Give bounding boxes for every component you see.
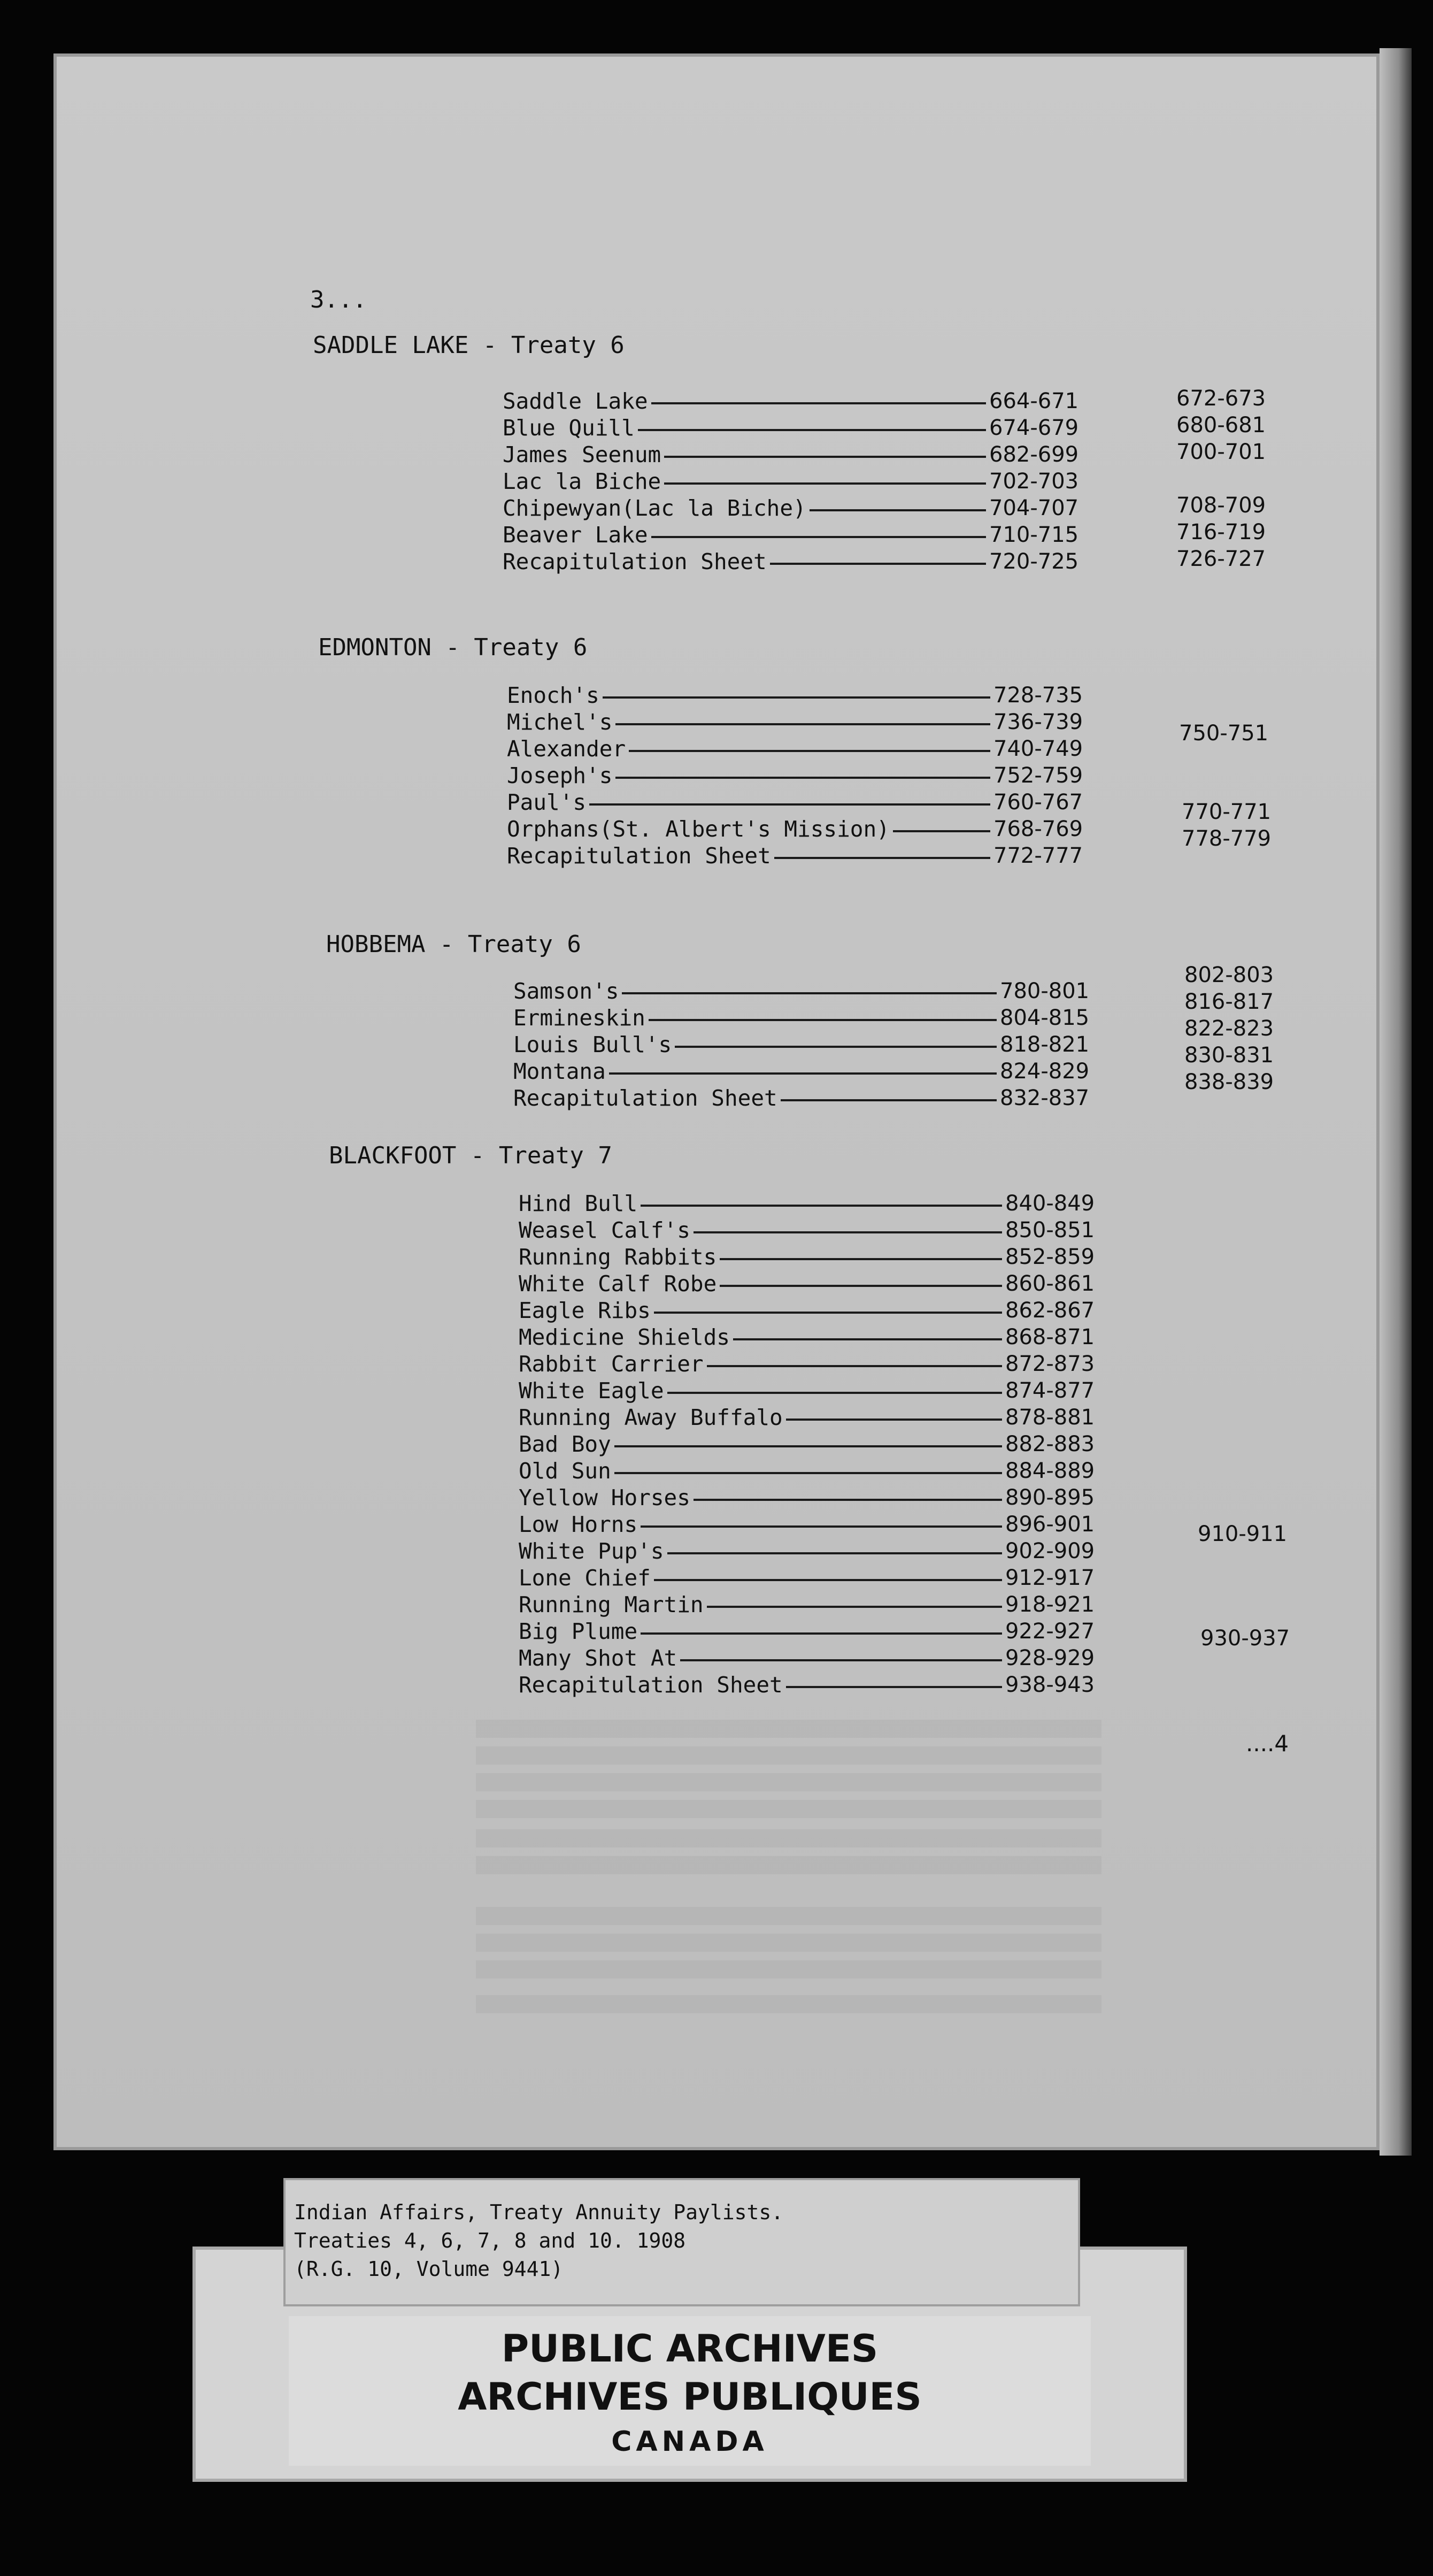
dot-leader xyxy=(638,429,986,431)
section-heading: BLACKFOOT - Treaty 7 xyxy=(329,1142,612,1169)
entry-name: Running Rabbits xyxy=(519,1244,717,1270)
dot-leader xyxy=(609,1072,997,1075)
page-range: 818-821 xyxy=(1000,1032,1090,1057)
entry-name: Weasel Calf's xyxy=(519,1217,690,1243)
page-range: 902-909 xyxy=(1005,1539,1095,1563)
page-range: 922-927 xyxy=(1005,1619,1095,1644)
dot-leader xyxy=(651,536,986,538)
dot-leader xyxy=(786,1686,1002,1688)
entry-name: Yellow Horses xyxy=(519,1485,690,1511)
secondary-page-range: 672-673 xyxy=(1176,386,1266,411)
dot-leader xyxy=(615,723,990,725)
list-item xyxy=(503,522,1118,548)
dot-leader xyxy=(720,1258,1002,1260)
list-item xyxy=(519,1351,1134,1377)
entry-name: Samson's xyxy=(513,978,619,1004)
dot-leader xyxy=(651,402,986,404)
page-edge-shadow xyxy=(1380,48,1412,2156)
entry-name: Low Horns xyxy=(519,1512,638,1537)
entry-name: Hind Bull xyxy=(519,1191,638,1216)
list-item xyxy=(519,1190,1134,1217)
list-item xyxy=(513,1085,1128,1111)
entry-name: Recapitulation Sheet xyxy=(503,549,767,574)
section-heading: HOBBEMA - Treaty 6 xyxy=(326,931,581,958)
dot-leader xyxy=(786,1419,1002,1421)
dot-leader xyxy=(810,509,986,511)
page-number: 3... xyxy=(310,286,367,313)
secondary-page-range: 816-817 xyxy=(1184,990,1274,1014)
dot-leader xyxy=(641,1205,1002,1207)
list-item xyxy=(519,1217,1134,1244)
dot-leader xyxy=(733,1338,1002,1340)
page-range: 896-901 xyxy=(1005,1512,1095,1537)
list-item xyxy=(503,415,1118,441)
list-item xyxy=(519,1297,1134,1324)
bleed-through-mark xyxy=(476,1856,1101,1874)
page-range: 704-707 xyxy=(989,496,1079,520)
secondary-page-range: 830-831 xyxy=(1184,1043,1274,1068)
page-range: 674-679 xyxy=(989,416,1079,440)
list-item xyxy=(507,816,1122,842)
list-item xyxy=(507,709,1122,735)
entry-name: Bad Boy xyxy=(519,1431,611,1457)
list-item xyxy=(503,548,1118,575)
entry-name: Recapitulation Sheet xyxy=(513,1085,777,1111)
list-item xyxy=(507,842,1122,869)
entry-name: Ermineskin xyxy=(513,1005,645,1031)
entry-name: Lone Chief xyxy=(519,1565,651,1591)
continued-marker: ....4 xyxy=(1246,1730,1289,1757)
page-range: 882-883 xyxy=(1005,1432,1095,1456)
entry-name: Orphans(St. Albert's Mission) xyxy=(507,816,890,842)
entry-name: Recapitulation Sheet xyxy=(507,843,771,869)
page-range: 772-777 xyxy=(993,844,1083,868)
dot-leader xyxy=(615,777,990,779)
section-heading: EDMONTON - Treaty 6 xyxy=(318,634,588,661)
list-item xyxy=(513,1058,1128,1085)
dot-leader xyxy=(654,1579,1002,1581)
archive-stamp-line-1: PUBLIC ARCHIVES xyxy=(501,2327,879,2371)
page-range: 740-749 xyxy=(993,737,1083,761)
list-item xyxy=(519,1458,1134,1484)
dot-leader xyxy=(614,1445,1002,1447)
entry-name: Eagle Ribs xyxy=(519,1298,651,1323)
dot-leader xyxy=(667,1552,1002,1554)
dot-leader xyxy=(664,456,986,458)
archive-stamp-line-3: CANADA xyxy=(611,2426,768,2458)
bleed-through-mark xyxy=(476,1829,1101,1847)
list-item xyxy=(507,789,1122,816)
archive-card-inner xyxy=(289,2316,1091,2466)
page-range: 702-703 xyxy=(989,469,1079,494)
page-range: 824-829 xyxy=(1000,1059,1090,1084)
secondary-page-range: 726-727 xyxy=(1176,547,1266,571)
entry-name: White Pup's xyxy=(519,1538,664,1564)
entry-name: Recapitulation Sheet xyxy=(519,1672,783,1698)
list-item xyxy=(519,1244,1134,1270)
secondary-page-range: 680-681 xyxy=(1176,413,1266,438)
page-range: 860-861 xyxy=(1005,1271,1095,1296)
dot-leader xyxy=(694,1499,1002,1501)
entry-name: James Seenum xyxy=(503,442,661,467)
page-range: 804-815 xyxy=(1000,1006,1090,1030)
page-range: 874-877 xyxy=(1005,1378,1095,1403)
bleed-through-mark xyxy=(476,1960,1101,1979)
dot-leader xyxy=(614,1472,1002,1474)
dot-leader xyxy=(770,563,986,565)
dot-leader xyxy=(641,1525,1002,1528)
list-item xyxy=(503,388,1118,415)
dot-leader xyxy=(654,1312,1002,1314)
page-range: 728-735 xyxy=(993,683,1083,708)
entry-name: Big Plume xyxy=(519,1619,638,1644)
entry-name: Montana xyxy=(513,1059,606,1084)
secondary-page-range: 910-911 xyxy=(1198,1522,1288,1546)
secondary-page-range: 700-701 xyxy=(1176,440,1266,464)
dot-leader xyxy=(720,1285,1002,1287)
list-item xyxy=(507,682,1122,709)
secondary-page-range: 802-803 xyxy=(1184,963,1274,987)
list-item xyxy=(519,1672,1134,1698)
label-line-1: Indian Affairs, Treaty Annuity Paylists. xyxy=(294,2201,784,2224)
entry-name: Many Shot At xyxy=(519,1645,677,1671)
page-range: 832-837 xyxy=(1000,1086,1090,1110)
secondary-page-range: 708-709 xyxy=(1176,493,1266,518)
secondary-page-range: 930-937 xyxy=(1200,1626,1290,1651)
page-range: 736-739 xyxy=(993,710,1083,734)
page-range: 912-917 xyxy=(1005,1566,1095,1590)
list-item xyxy=(513,1005,1128,1031)
page-range: 850-851 xyxy=(1005,1218,1095,1243)
entry-name: Alexander xyxy=(507,736,626,762)
dot-leader xyxy=(622,992,997,994)
page-range: 768-769 xyxy=(993,817,1083,841)
bleed-through-mark xyxy=(476,1720,1101,1738)
list-item xyxy=(519,1591,1134,1618)
dot-leader xyxy=(603,696,990,699)
dot-leader xyxy=(649,1019,997,1021)
list-item xyxy=(519,1270,1134,1297)
page-range: 938-943 xyxy=(1005,1673,1095,1697)
page-range: 868-871 xyxy=(1005,1325,1095,1350)
entry-name: Old Sun xyxy=(519,1458,611,1484)
entry-name: Medicine Shields xyxy=(519,1324,730,1350)
bleed-through-mark xyxy=(476,1773,1101,1791)
page-range: 682-699 xyxy=(989,442,1079,467)
entry-name: Running Away Buffalo xyxy=(519,1405,783,1430)
entry-name: Beaver Lake xyxy=(503,522,648,548)
list-item xyxy=(519,1404,1134,1431)
dot-leader xyxy=(675,1046,997,1048)
bleed-through-mark xyxy=(476,1995,1101,2013)
list-item xyxy=(519,1538,1134,1565)
entry-name: Paul's xyxy=(507,789,587,815)
archive-label xyxy=(283,2178,1080,2306)
page-range: 852-859 xyxy=(1005,1245,1095,1269)
list-item xyxy=(507,762,1122,789)
list-item xyxy=(513,978,1128,1005)
page-range: 720-725 xyxy=(989,549,1079,574)
entry-name: Louis Bull's xyxy=(513,1032,672,1057)
label-line-2: Treaties 4, 6, 7, 8 and 10. 1908 xyxy=(294,2229,686,2252)
secondary-page-range: 770-771 xyxy=(1182,800,1272,824)
section-heading: SADDLE LAKE - Treaty 6 xyxy=(313,332,625,359)
entry-name: Chipewyan(Lac la Biche) xyxy=(503,495,806,521)
list-item xyxy=(519,1618,1134,1645)
dot-leader xyxy=(589,803,990,806)
dot-leader xyxy=(641,1632,1002,1635)
entry-name: White Calf Robe xyxy=(519,1271,717,1297)
list-item xyxy=(519,1484,1134,1511)
page-range: 752-759 xyxy=(993,763,1083,788)
dot-leader xyxy=(707,1606,1002,1608)
page-range: 928-929 xyxy=(1005,1646,1095,1670)
dot-leader xyxy=(629,750,990,752)
dot-leader xyxy=(781,1099,997,1101)
entry-name: Enoch's xyxy=(507,683,599,708)
secondary-page-range: 750-751 xyxy=(1179,721,1269,746)
list-item xyxy=(519,1431,1134,1458)
list-item xyxy=(519,1324,1134,1351)
page-range: 918-921 xyxy=(1005,1592,1095,1617)
bleed-through-mark xyxy=(476,1934,1101,1952)
dot-leader xyxy=(680,1659,1002,1661)
page-range: 760-767 xyxy=(993,790,1083,815)
list-item xyxy=(507,735,1122,762)
label-line-3: (R.G. 10, Volume 9441) xyxy=(294,2257,564,2281)
page-range: 840-849 xyxy=(1005,1191,1095,1216)
page-range: 710-715 xyxy=(989,523,1079,547)
entry-name: Lac la Biche xyxy=(503,469,661,494)
dot-leader xyxy=(707,1365,1002,1367)
dot-leader xyxy=(694,1231,1002,1233)
entry-name: Blue Quill xyxy=(503,415,635,441)
entry-name: Joseph's xyxy=(507,763,613,788)
list-item xyxy=(503,441,1118,468)
secondary-page-range: 822-823 xyxy=(1184,1016,1274,1041)
entry-name: Rabbit Carrier xyxy=(519,1351,704,1377)
entry-name: Running Martin xyxy=(519,1592,704,1617)
secondary-page-range: 838-839 xyxy=(1184,1070,1274,1094)
page-range: 664-671 xyxy=(989,389,1079,413)
list-item xyxy=(503,468,1118,495)
dot-leader xyxy=(667,1392,1002,1394)
bleed-through-mark xyxy=(476,1907,1101,1925)
archive-stamp-line-2: ARCHIVES PUBLIQUES xyxy=(458,2375,922,2419)
list-item xyxy=(513,1031,1128,1058)
page-range: 878-881 xyxy=(1005,1405,1095,1430)
list-item xyxy=(519,1645,1134,1672)
list-item xyxy=(519,1511,1134,1538)
bleed-through-mark xyxy=(476,1800,1101,1818)
list-item xyxy=(503,495,1118,522)
list-item xyxy=(519,1565,1134,1591)
dot-leader xyxy=(893,830,990,832)
bleed-through-mark xyxy=(476,1746,1101,1765)
dot-leader xyxy=(774,857,990,859)
secondary-page-range: 778-779 xyxy=(1182,826,1272,851)
page-range: 780-801 xyxy=(1000,979,1090,1003)
page-range: 884-889 xyxy=(1005,1459,1095,1483)
page-range: 872-873 xyxy=(1005,1352,1095,1376)
dot-leader xyxy=(664,482,986,485)
entry-name: Michel's xyxy=(507,709,613,735)
page-range: 862-867 xyxy=(1005,1298,1095,1323)
page-range: 890-895 xyxy=(1005,1485,1095,1510)
entry-name: White Eagle xyxy=(519,1378,664,1404)
entry-name: Saddle Lake xyxy=(503,388,648,414)
secondary-page-range: 716-719 xyxy=(1176,520,1266,545)
list-item xyxy=(519,1377,1134,1404)
